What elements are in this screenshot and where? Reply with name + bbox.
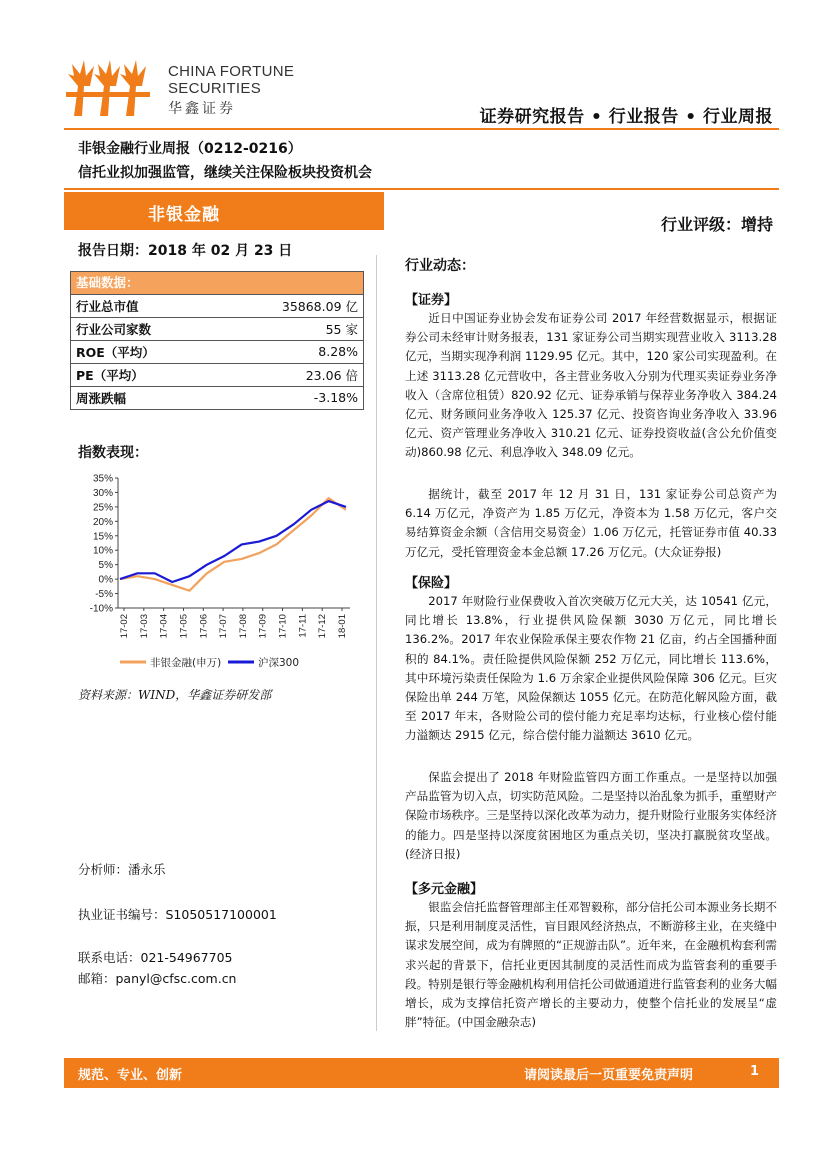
section-heading-securities: 【证券】 (405, 293, 458, 308)
row-value: 35868.09 亿 (219, 294, 364, 317)
industry-dynamics-title: 行业动态： (405, 258, 475, 274)
row-label: 行业公司家数 (70, 317, 219, 340)
table-row (70, 294, 364, 317)
x-tick-label: 17-02 (119, 614, 130, 639)
flame-logo-icon (64, 56, 164, 120)
index-performance-title: 指数表现： (78, 445, 148, 461)
page-number: 1 (750, 1064, 760, 1079)
x-tick-label: 17-03 (138, 614, 150, 639)
brand-name-en-line2: SECURITIES (168, 80, 262, 97)
row-value: -3.18% (219, 386, 364, 409)
sector-label: 非银金融 (148, 205, 220, 225)
x-tick-label: 17-06 (198, 614, 210, 639)
column-divider (376, 255, 377, 1031)
y-tick-label: 25% (92, 502, 113, 514)
y-axis (90, 474, 118, 615)
y-tick-label: 35% (92, 473, 113, 485)
legend-label-1: 沪深300 (258, 657, 300, 669)
y-tick-label: 20% (92, 516, 113, 528)
row-label: PE（平均） (70, 363, 219, 386)
y-tick-label: -10% (89, 603, 113, 615)
basic-data-heading: 基础数据： (70, 271, 364, 294)
y-tick-label: 0% (98, 574, 113, 586)
table-row (70, 317, 364, 340)
x-tick-label: 17-10 (277, 614, 289, 639)
data-source: 资料来源：WIND，华鑫证券研发部 (78, 688, 272, 702)
brand-name-en-line1: CHINA FORTUNE (168, 63, 295, 80)
y-tick-label: 15% (92, 531, 113, 543)
x-tick-label: 17-09 (257, 614, 269, 639)
report-type: 证券研究报告 • 行业报告 • 行业周报 (479, 107, 773, 127)
report-title: 非银金融行业周报（0212-0216） (78, 141, 302, 157)
analyst-phone: 联系电话：021-54967705 (78, 950, 233, 965)
row-value: 8.28% (219, 340, 364, 363)
y-tick-label: 30% (92, 487, 113, 499)
insurance-paragraph-1: 2017 年财险行业保费收入首次突破万亿元大关，达 10541 亿元，同比增长 13.8%，行业提供风险保额 3030 万亿元，同比增长 136.2%。2017 年农业保险承保主要农作物 21 亿亩，约占全国播种面积的 84.1%。责任险提供风险保额 252 万亿元，同比增长 113.6%，其中环境污染责任保险为 1.6 万余家企业提供风险保障 306 亿元。巨灾保险出单 244 万笔，风险保额达 1055 亿元。在防范化解风险方面，截至 2017 年末，各财险公司的偿付能力充足率均达标，行业核心偿付能力溢额达 2915 亿元，综合偿付能力溢额达 3610 亿元。 (405, 594, 777, 743)
table-row (70, 340, 364, 363)
x-tick-label: 17-08 (237, 614, 249, 639)
legend-label-0: 非银金融(申万) (150, 657, 222, 669)
row-label: 行业总市值 (70, 294, 219, 317)
x-tick-label: 17-04 (158, 614, 170, 639)
insurance-paragraph-2: 保监会提出了 2018 年财险监管四方面工作重点。一是坚持以加强产品监管为切入点，切实防范风险。二是坚持以治乱象为抓手，重塑财产保险市场秩序。三是坚持以深化改革为动力，提升财险行业服务实体经济的能力。四是坚持以深度贫困地区为重点关切，坚决打赢脱贫攻坚战。(经济日报) (405, 770, 777, 861)
x-axis (118, 608, 350, 638)
diversified-paragraph-1: 银监会信托监督管理部主任邓智毅称，部分信托公司本源业务长期不振，只是利用制度灵活性，盲目跟风经济热点，不断游移主业，在夹缝中谋求发展空间，成为有牌照的“正规游击队”。近年来，在金融机构套利需求兴起的背景下，信托业更因其制度的灵活性而成为监管套利的重要手段。特别是银行等金融机构利用信托公司做通道进行监管套利的业务大幅增长，成为支撑信托资产增长的主要动力，使整个信托业的发展呈“虚胖”特征。(中国金融杂志) (405, 900, 777, 1030)
y-tick-label: 10% (92, 545, 113, 557)
footer-slogan: 规范、专业、创新 (78, 1068, 183, 1083)
industry-rating: 行业评级：增持 (660, 215, 773, 234)
securities-paragraph-2: 据统计，截至 2017 年 12 月 31 日，131 家证券公司总资产为 6.14 万亿元，净资产为 1.85 万亿元，净资本为 1.58 万亿元，客户交易结算资金余额（含信用交易资金）1.06 万亿元，托管证券市值 40.33 万亿元，受托管理资金本金总额 17.26 万亿元。(大众证券报) (405, 487, 777, 559)
table-row (70, 363, 364, 386)
analyst-email[interactable]: 邮箱：panyl@cfsc.com.cn (78, 971, 237, 986)
series-line-0 (120, 498, 346, 591)
x-tick-label: 18-01 (337, 614, 348, 639)
report-subtitle: 信托业拟加强监管，继续关注保险板块投资机会 (78, 165, 372, 181)
chart-series (120, 498, 346, 591)
row-label: ROE（平均） (70, 340, 219, 363)
report-date: 报告日期：2018 年 02 月 23 日 (78, 243, 293, 259)
brand-name-cn: 华鑫证券 (168, 101, 236, 117)
y-tick-label: 5% (98, 560, 113, 572)
analyst-name: 分析师：潘永乐 (78, 862, 166, 877)
row-value: 23.06 倍 (219, 363, 364, 386)
row-label: 周涨跌幅 (70, 386, 219, 409)
sector-banner (64, 192, 384, 230)
header-divider (64, 128, 779, 130)
index-performance-chart (80, 470, 360, 680)
x-tick-label: 17-11 (297, 614, 309, 638)
title-divider (64, 188, 779, 190)
analyst-license: 执业证书编号：S1050517100001 (78, 907, 277, 922)
x-tick-label: 17-07 (218, 614, 230, 639)
securities-paragraph-1: 近日中国证券业协会发布证券公司 2017 年经营数据显示，根据证券公司未经审计财务报表，131 家证券公司当期实现营业收入 3113.28 亿元，当期实现净利润 1129.95 亿元。其中，120 家公司实现盈利。在上述 3113.28 亿元营收中，各主营业务收入分别为代理买卖证券业务净收入（含席位租赁）820.92 亿元、证券承销与保荐业务净收入 384.24 亿元、财务顾问业务净收入 125.37 亿元、投资咨询业务净收入 33.96 亿元、资产管理业务净收入 310.21 亿元、证券投资收益(含公允价值变动)860.98 亿元、利息净收入 348.09 亿元。 (405, 311, 777, 460)
table-row (70, 386, 364, 409)
section-heading-insurance: 【保险】 (405, 576, 458, 591)
x-tick-label: 17-05 (178, 614, 190, 639)
chart-legend (120, 656, 299, 669)
y-tick-label: -5% (95, 589, 113, 601)
row-value: 55 家 (219, 317, 364, 340)
basic-data-table (70, 271, 364, 410)
x-tick-label: 17-12 (317, 614, 329, 639)
footer-disclaimer-link[interactable]: 请阅读最后一页重要免责声明 (524, 1068, 694, 1083)
section-heading-diversified: 【多元金融】 (405, 882, 484, 897)
